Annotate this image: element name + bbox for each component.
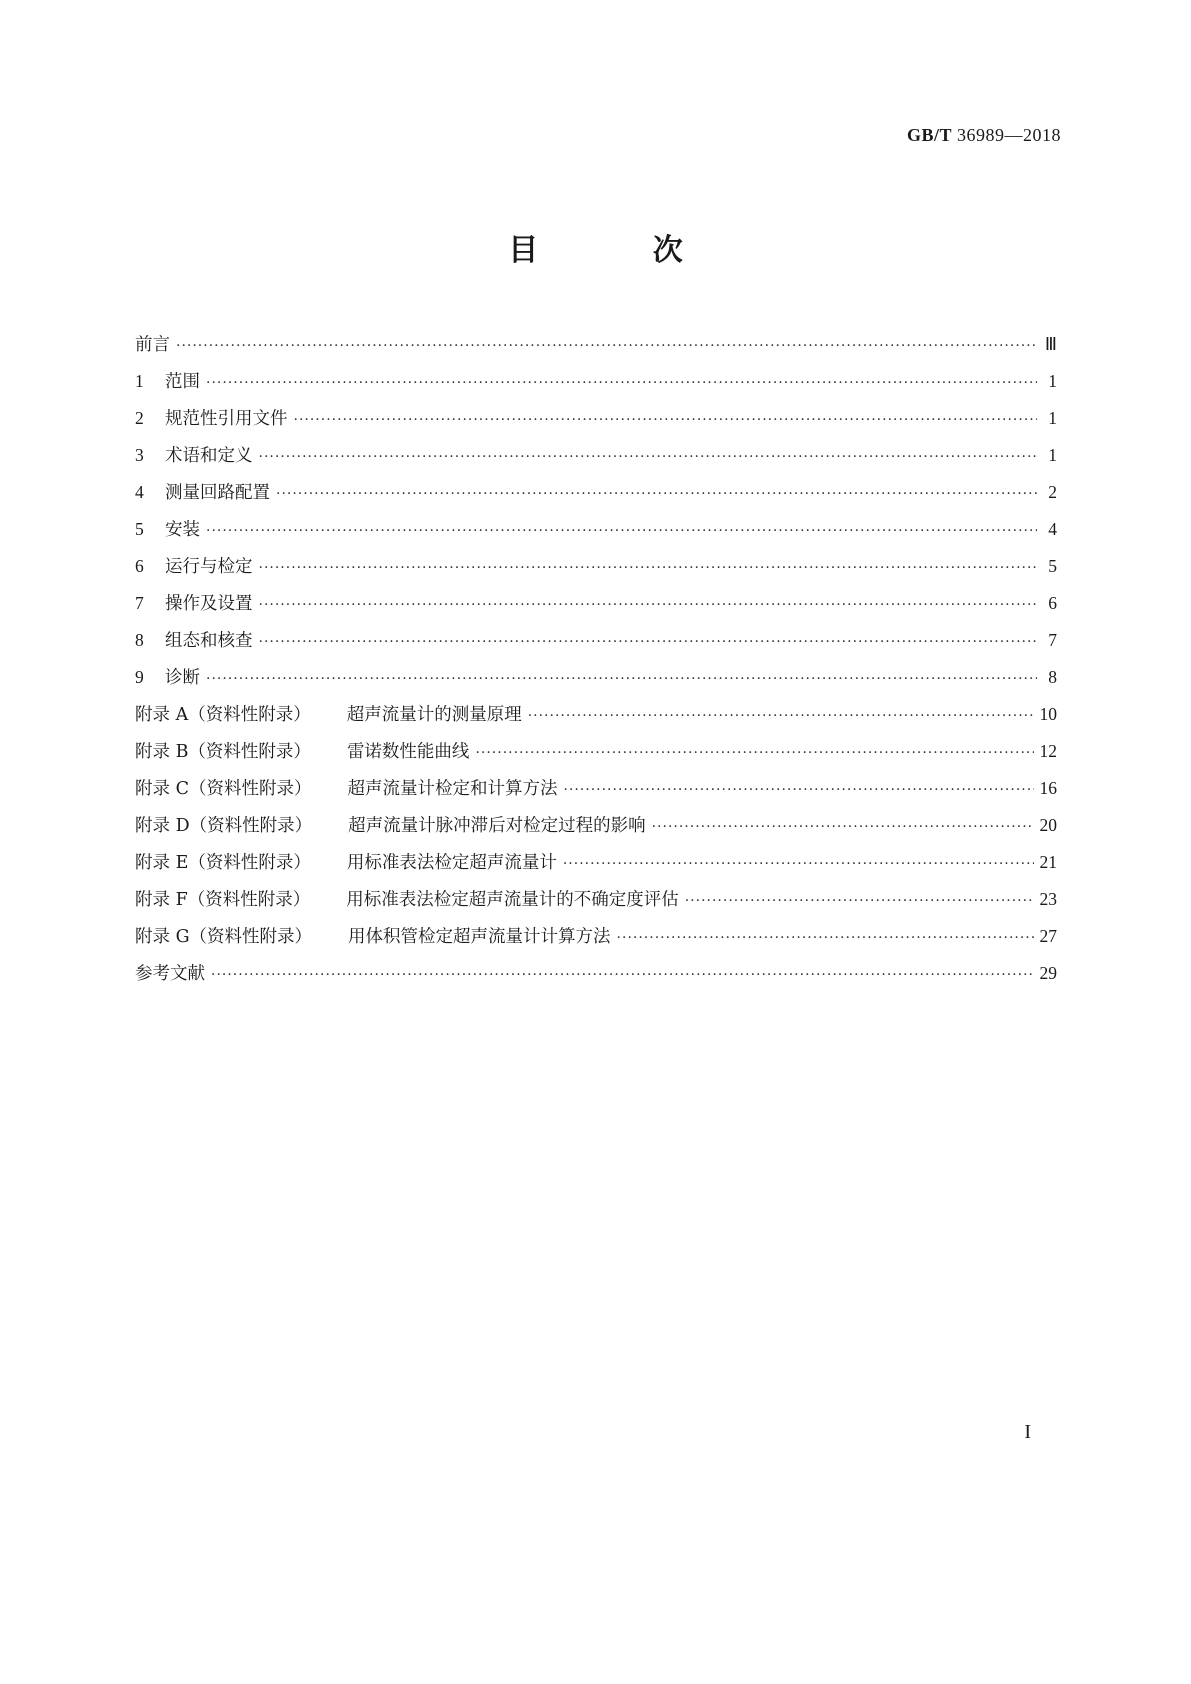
page-title: 目 次 xyxy=(508,233,735,268)
toc-entry-page: 1 xyxy=(1048,445,1057,465)
toc-entry-annex-f[interactable] xyxy=(135,881,1057,918)
dot-leader xyxy=(206,365,1037,402)
dot-leader xyxy=(276,476,1037,513)
toc-entry-number: 3 xyxy=(135,445,144,465)
dot-leader xyxy=(211,957,1034,994)
toc-entry-label: 诊断 xyxy=(165,668,200,688)
standard-code: 36989—2018 xyxy=(957,125,1061,145)
toc-entry-number: 1 xyxy=(135,371,144,391)
annex-label: 附录 G（资料性附录） xyxy=(135,927,313,947)
toc-entry-number: 9 xyxy=(135,667,144,687)
toc-entry-page: 16 xyxy=(1039,778,1057,798)
toc-entry-page: 5 xyxy=(1048,556,1057,576)
annex-title: 用标准表法检定超声流量计 xyxy=(346,853,557,873)
toc-entry-label: 规范性引用文件 xyxy=(165,409,288,429)
table-of-contents xyxy=(135,326,1057,992)
annex-label: 附录 E（资料性附录） xyxy=(135,853,311,873)
toc-entry-2[interactable] xyxy=(135,400,1057,437)
toc-entry-annex-d[interactable] xyxy=(135,807,1057,844)
toc-entry-label: 操作及设置 xyxy=(165,594,253,614)
annex-label: 附录 D（资料性附录） xyxy=(135,816,313,836)
toc-entry-page: 1 xyxy=(1048,371,1057,391)
toc-entry-page: Ⅲ xyxy=(1044,334,1057,354)
toc-entry-label: 安装 xyxy=(165,520,200,540)
toc-entry-label: 测量回路配置 xyxy=(165,483,270,503)
toc-entry-5[interactable] xyxy=(135,511,1057,548)
toc-entry-page: 23 xyxy=(1039,889,1057,909)
annex-title: 用标准表法检定超声流量计的不确定度评估 xyxy=(346,890,679,910)
dot-leader xyxy=(563,846,1034,883)
toc-entry-label: 参考文献 xyxy=(135,964,205,984)
toc-entry-annex-c[interactable] xyxy=(135,770,1057,807)
dot-leader xyxy=(475,735,1033,772)
toc-entry-9[interactable] xyxy=(135,659,1057,696)
standard-number xyxy=(907,125,1061,146)
toc-entry-page: 20 xyxy=(1039,815,1057,835)
toc-entry-label: 术语和定义 xyxy=(165,446,253,466)
annex-title: 超声流量计的测量原理 xyxy=(346,705,522,725)
dot-leader xyxy=(259,439,1038,476)
annex-title: 超声流量计检定和计算方法 xyxy=(347,779,558,799)
toc-entry-6[interactable] xyxy=(135,548,1057,585)
toc-entry-label: 运行与检定 xyxy=(165,557,253,577)
toc-entry-annex-b[interactable] xyxy=(135,733,1057,770)
toc-entry-foreword[interactable] xyxy=(135,326,1057,363)
toc-entry-number: 7 xyxy=(135,593,144,613)
toc-entry-page: 29 xyxy=(1039,963,1057,983)
toc-entry-page: 1 xyxy=(1048,408,1057,428)
toc-entry-annex-a[interactable] xyxy=(135,696,1057,733)
toc-entry-3[interactable] xyxy=(135,437,1057,474)
toc-entry-4[interactable] xyxy=(135,474,1057,511)
toc-entry-8[interactable] xyxy=(135,622,1057,659)
dot-leader xyxy=(206,661,1037,698)
annex-label: 附录 F（资料性附录） xyxy=(135,890,311,910)
dot-leader xyxy=(176,328,1037,365)
annex-label: 附录 C（资料性附录） xyxy=(135,779,312,799)
dot-leader xyxy=(685,883,1034,920)
dot-leader xyxy=(259,624,1038,661)
dot-leader xyxy=(206,513,1037,550)
toc-entry-page: 6 xyxy=(1048,593,1057,613)
page-number: I xyxy=(1024,1421,1031,1443)
toc-entry-number: 4 xyxy=(135,482,144,502)
toc-entry-page: 21 xyxy=(1039,852,1057,872)
annex-label: 附录 B（资料性附录） xyxy=(135,742,311,762)
toc-entry-page: 8 xyxy=(1048,667,1057,687)
dot-leader xyxy=(259,550,1038,587)
dot-leader xyxy=(563,772,1033,809)
annex-title: 用体积管检定超声流量计计算方法 xyxy=(348,927,611,947)
toc-entry-number: 2 xyxy=(135,408,144,428)
dot-leader xyxy=(294,402,1038,439)
annex-title: 雷诺数性能曲线 xyxy=(346,742,470,762)
toc-entry-page: 7 xyxy=(1048,630,1057,650)
toc-entry-label: 组态和核查 xyxy=(165,631,253,651)
toc-entry-number: 6 xyxy=(135,556,144,576)
dot-leader xyxy=(652,809,1034,846)
toc-entry-number: 8 xyxy=(135,630,144,650)
toc-entry-page: 2 xyxy=(1048,482,1057,502)
toc-entry-page: 10 xyxy=(1039,704,1057,724)
toc-entry-label: 前言 xyxy=(135,335,170,355)
toc-entry-7[interactable] xyxy=(135,585,1057,622)
toc-entry-page: 12 xyxy=(1039,741,1057,761)
standard-prefix: GB/T xyxy=(906,125,952,145)
annex-title: 超声流量计脉冲滞后对检定过程的影响 xyxy=(348,816,646,836)
toc-entry-1[interactable] xyxy=(135,363,1057,400)
toc-entry-page: 4 xyxy=(1048,519,1057,539)
dot-leader xyxy=(617,920,1034,957)
annex-label: 附录 A（资料性附录） xyxy=(135,705,311,725)
toc-entry-page: 27 xyxy=(1039,926,1057,946)
toc-entry-annex-e[interactable] xyxy=(135,844,1057,881)
toc-entry-bibliography[interactable] xyxy=(135,955,1057,992)
toc-entry-annex-g[interactable] xyxy=(135,918,1057,955)
dot-leader xyxy=(259,587,1038,624)
dot-leader xyxy=(528,698,1034,735)
toc-entry-label: 范围 xyxy=(165,372,200,392)
toc-entry-number: 5 xyxy=(135,519,144,539)
